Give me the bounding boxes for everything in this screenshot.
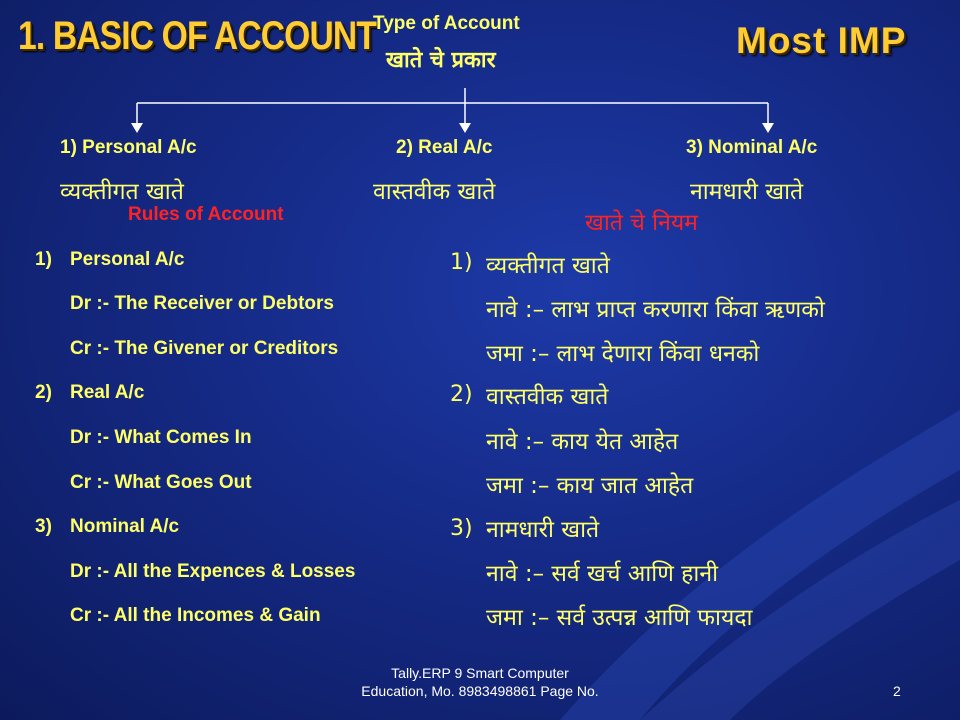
rule-line-marathi: नामधारी खाते [486,517,600,543]
rule-line-marathi: नावे :– लाभ प्राप्त करणारा किंवा ऋणको [486,297,825,323]
category-real: 2) Real A/c [396,137,493,158]
rule-line-marathi: जमा :– सर्व उत्पन्न आणि फायदा [486,605,753,631]
rule-line: Nominal A/c [70,516,180,537]
rules-heading-marathi: खाते चे नियम [585,210,698,236]
rule-line-marathi: जमा :– काय जात आहेत [486,473,694,499]
rule-number: 3) [35,516,52,537]
slide-title: 1. BASIC OF ACCOUNT [18,14,377,58]
category-nominal-marathi: नामधारी खाते [690,179,804,205]
rule-line: Dr :- All the Expences & Losses [70,561,356,582]
rule-line-marathi: नावे :– काय येत आहेत [486,429,679,455]
rule-line: Real A/c [70,382,145,403]
type-of-account-heading: Type of Account [373,13,520,34]
rule-line: Dr :- What Comes In [70,427,252,448]
rule-number-marathi: 2) [450,382,473,407]
rule-line-marathi: नावे :– सर्व खर्च आणि हानी [486,561,719,587]
rule-number-marathi: 3) [450,516,473,541]
footer-line-2: Education, Mo. 8983498861 Page No. [361,683,599,699]
footer-line-1: Tally.ERP 9 Smart Computer [391,665,569,681]
footer-text [300,664,660,700]
rule-number: 1) [35,249,52,270]
rule-line-marathi: जमा :– लाभ देणारा किंवा धनको [486,341,760,367]
rules-heading: Rules of Account [128,204,284,225]
rule-line-marathi: व्यक्तीगत खाते [486,253,610,279]
rule-number: 2) [35,382,52,403]
category-personal-marathi: व्यक्तीगत खाते [60,179,184,205]
category-real-marathi: वास्तवीक खाते [373,179,496,205]
category-personal: 1) Personal A/c [60,137,197,158]
type-of-account-marathi: खाते चे प्रकार [386,48,496,73]
rule-line: Cr :- The Givener or Creditors [70,338,339,359]
page-number: 2 [893,683,901,699]
rule-line: Dr :- The Receiver or Debtors [70,293,334,314]
rule-line-marathi: वास्तवीक खाते [486,384,609,410]
category-nominal: 3) Nominal A/c [686,137,818,158]
most-imp-badge: Most IMP [736,20,907,61]
rule-line: Cr :- All the Incomes & Gain [70,605,321,626]
rule-line: Personal A/c [70,249,185,270]
rule-line: Cr :- What Goes Out [70,472,252,493]
rule-number-marathi: 1) [450,250,473,275]
